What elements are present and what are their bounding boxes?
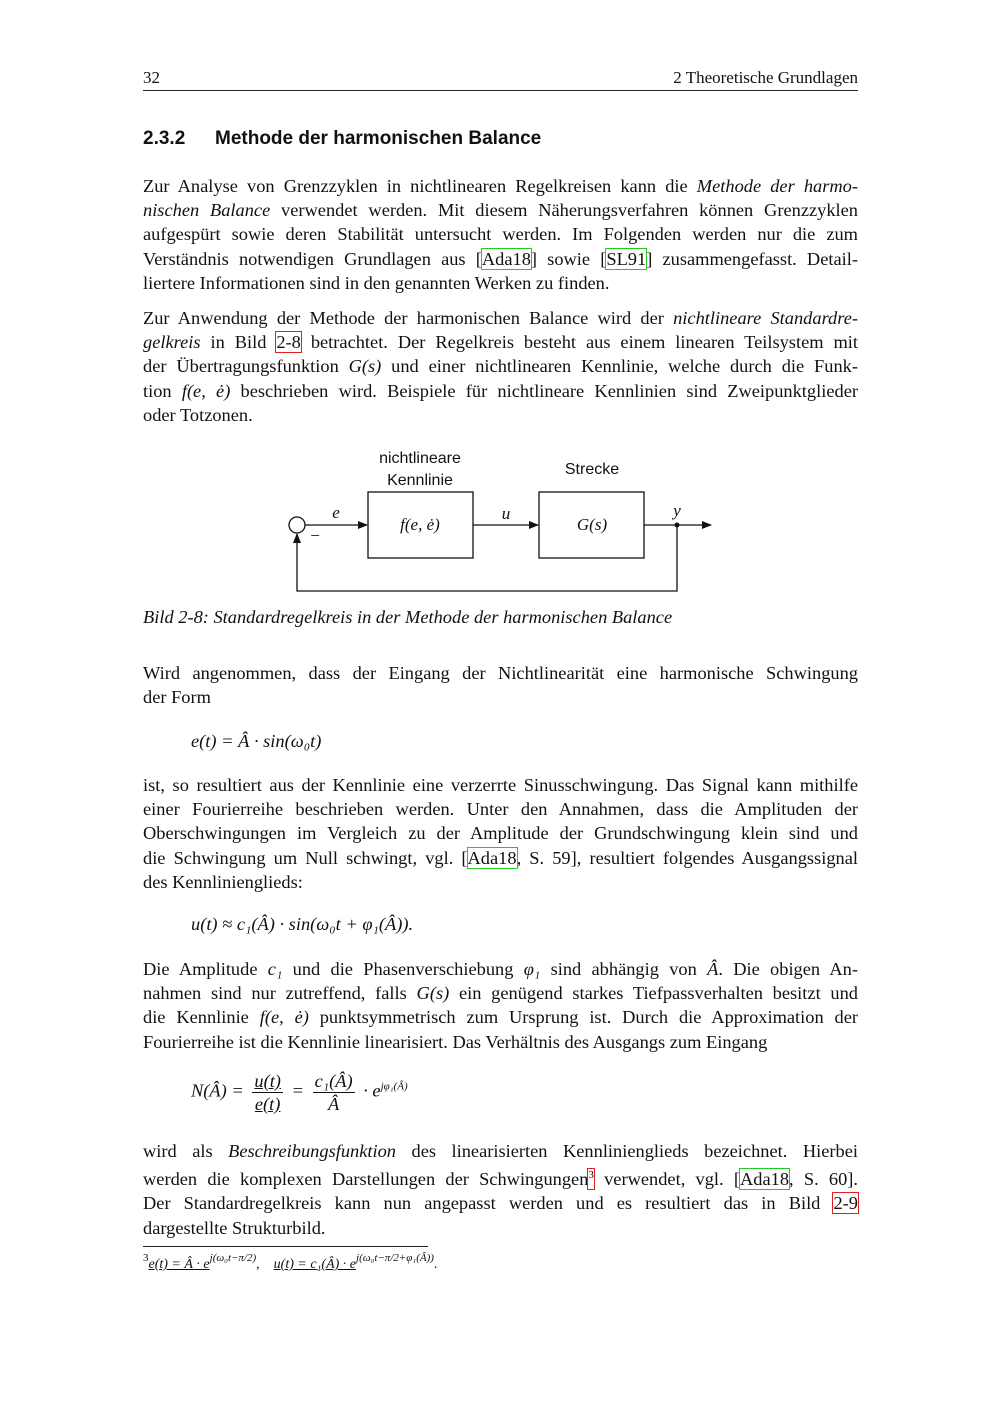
text-line: Zur Anwendung der Methode der harmonischen Balance wird der nichtlineare Standardre-: [143, 308, 859, 328]
text-line: aufgespürt sowie deren Stabilität untersucht werden. Im Folgenden werden nur die zum: [143, 224, 858, 245]
signal-e-label: e: [332, 503, 340, 522]
page-number: 32: [143, 68, 160, 87]
figure-link-2-8[interactable]: 2-8: [276, 332, 301, 353]
figure-link-2-9[interactable]: 2-9: [833, 1193, 858, 1214]
text-line: die Schwingung um Null schwingt, vgl. [Ada18, S. 59], resultiert folgendes Ausgangssignal: [143, 847, 858, 868]
text-line: Wird angenommen, dass der Eingang der Nichtlinearität eine harmonische Schwingung: [143, 663, 858, 683]
footnote-3: $^3$e(t) = Â · $e^{j(\omega_0t-\pi/2)}$, u(t) = c₁(Â) · $e^{j(\omega_0t-\pi/2+\varphi_1(Â))}$.: [143, 1252, 438, 1272]
text-line: nischen Balance verwendet werden. Mit diesem Näherungsverfahren können Grenzzyklen: [143, 200, 858, 221]
text-line: der Übertragungsfunktion G(s) und einer nichtlinearen Kennlinie, welche durch die Funk-: [143, 356, 858, 377]
text-line: Der Standardregelkreis kann nun angepasst werden und es resultiert das in Bild 2-9: [143, 1193, 858, 1214]
citation-link-ada18[interactable]: Ada18: [739, 1169, 790, 1190]
label-strecke: Strecke: [564, 461, 620, 478]
paragraph-1: [143, 174, 858, 295]
citation-link-ada18[interactable]: Ada18: [481, 248, 531, 269]
chapter-title: 2 Theoretische Grundlagen: [673, 68, 858, 87]
block-nonlinearity-label: f(e, ė): [400, 515, 440, 534]
text-line: Oberschwingungen im Vergleich zu der Amplitude der Grundschwingung klein sind und: [143, 823, 858, 844]
figure-caption: Bild 2-8: Standardregelkreis in der Methode der harmonischen Balance: [143, 607, 673, 627]
label-kennlinie: Kennlinie: [387, 472, 453, 489]
text-line: dargestellte Strukturbild.: [143, 1217, 326, 1238]
signal-u-label: u: [501, 504, 511, 523]
text-line: oder Totzonen.: [143, 404, 253, 425]
summing-junction: [289, 517, 305, 533]
text-line: Fourierreihe ist die Kennlinie linearisiert. Das Verhältnis des Ausgangs zum Eingang: [143, 1031, 768, 1052]
paragraph-4: [143, 773, 858, 894]
minus-sign: −: [310, 526, 320, 545]
footnote-link-3[interactable]: 3: [588, 1169, 594, 1189]
block-plant-label: G(s): [576, 515, 608, 534]
equation-2: u(t) ≈ c₁(Â) · sin(ω₀t + φ₁(Â)).: [191, 914, 414, 934]
paragraph-5: [143, 957, 858, 1054]
paragraph-6: [143, 1139, 858, 1240]
text-line: des Kennlinienglieds:: [143, 871, 303, 892]
fraction: $\frac{u(t)}{e(t)}$: [254, 1071, 281, 1114]
text-line: tion f(e, ė) beschrieben wird. Beispiele für nichtlineare Kennlinien sind Zweipunktglieder: [143, 380, 858, 401]
signal-y-label: y: [673, 501, 681, 520]
text-line: gelkreis in Bild 2-8 betrachtet. Der Regelkreis besteht aus einem linearen Teilsystem mit: [143, 332, 859, 353]
text-line: Zur Analyse von Grenzzyklen in nichtlinearen Regelkreisen kann die Methode der harmo-: [143, 176, 859, 196]
fraction: $\frac{\text{c₁(Â)}}{Â}$: [314, 1071, 353, 1114]
section-heading: [143, 128, 541, 150]
text-line: Die Amplitude c₁ und die Phasenverschiebung φ₁ sind abhängig von Â. Die obigen An-: [143, 959, 858, 979]
text-line: nahmen sind nur zutreffend, falls G(s) ein genügend starkes Tiefpassverhalten besitzt und: [143, 983, 858, 1004]
section-number: 2.3.2: [143, 128, 186, 149]
text-line: werden die komplexen Darstellungen der Schwingungen$^3$ verwendet, vgl. [Ada18, S. 60].: [143, 1169, 859, 1190]
text-line: ist, so resultiert aus der Kennlinie eine verzerrte Sinusschwingung. Das Signal kann mithilfe: [143, 775, 858, 795]
text-line: liertere Informationen sind in den genannten Werken zu finden.: [143, 272, 610, 293]
equation-1: e(t) = Â · sin(ω₀t): [191, 731, 322, 751]
block-diagram: [143, 440, 858, 600]
equation-3: N(Â) = $\frac{u(t)}{e(t)}$ = $\frac{\text{c₁(Â)}}{Â}$ · $e^{j\varphi_1(Â)}$: [191, 1071, 408, 1114]
footnote-rule: [143, 1246, 428, 1247]
citation-link-ada18[interactable]: Ada18: [467, 847, 517, 868]
paragraph-2: [143, 306, 858, 427]
section-title: Methode der harmonischen Balance: [215, 128, 542, 149]
text-line: wird als Beschreibungsfunktion des linearisierten Kennlinienglieds bezeichnet. Hierbei: [143, 1141, 858, 1161]
label-nichtlineare: nichtlineare: [379, 450, 461, 467]
header-rule: [143, 90, 858, 91]
text-line: einer Fourierreihe beschrieben werden. Unter den Annahmen, dass die Amplituden der: [143, 799, 858, 820]
citation-link-sl91[interactable]: SL91: [606, 248, 647, 269]
paragraph-3: [143, 661, 858, 709]
text-line: der Form: [143, 687, 211, 708]
text-line: Verständnis notwendigen Grundlagen aus [Ada18] sowie [SL91] zusammengefasst. Detail-: [143, 248, 858, 269]
text-line: die Kennlinie f(e, ė) punktsymmetrisch zum Ursprung ist. Durch die Approximation der: [143, 1007, 859, 1028]
